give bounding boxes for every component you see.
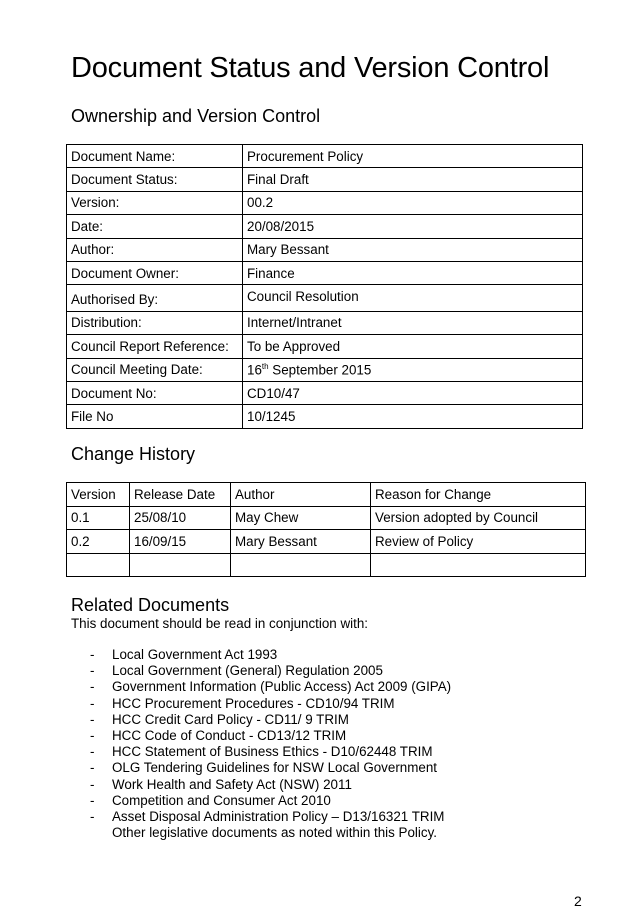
list-item-text: Local Government Act 1993 <box>112 647 278 662</box>
table-cell <box>130 553 231 577</box>
list-item-text: OLG Tendering Guidelines for NSW Local Government <box>112 760 438 776</box>
table-cell <box>371 553 586 577</box>
list-item-text: HCC Credit Card Policy - CD11/ 9 TRIM <box>112 711 349 727</box>
list-item-text: Work Health and Safety Act (NSW) 2011 <box>112 776 352 792</box>
table-cell <box>231 553 371 577</box>
row-label: Version: <box>67 191 243 214</box>
meeting-month-year: September 2015 <box>268 362 372 378</box>
list-item-text: Asset Disposal Administration Policy – D13/16321 TRIM <box>112 809 445 825</box>
column-header: Reason for Change <box>371 483 586 507</box>
list-item <box>71 647 451 663</box>
list-item-text: HCC Code of Conduct - CD13/12 TRIM <box>112 728 347 744</box>
bullet-dash: - <box>90 647 95 662</box>
list-item-text: HCC Statement of Business Ethics - D10/62448 TRIM <box>112 744 433 760</box>
table-cell <box>67 553 130 577</box>
list-item-text: Competition and Consumer Act 2010 <box>112 792 331 808</box>
table-row <box>67 238 583 261</box>
table-row <box>67 405 583 428</box>
row-value: Finance <box>243 261 583 284</box>
list-item-text: Local Government (General) Regulation 2005 <box>112 663 383 679</box>
meeting-day-suffix: th <box>261 361 269 371</box>
page-number: 2 <box>574 893 582 909</box>
bullet-dash: - <box>90 711 95 727</box>
list-item <box>71 712 451 728</box>
table-row <box>67 358 583 381</box>
row-label: Document Owner: <box>67 261 243 284</box>
table-cell: 16/09/15 <box>130 530 231 554</box>
row-value: Internet/Intranet <box>243 311 583 334</box>
related-documents-list <box>71 647 451 825</box>
row-value: 10/1245 <box>243 405 583 428</box>
bullet-dash: - <box>90 776 95 792</box>
list-item <box>71 809 451 825</box>
related-note: Other legislative documents as noted within this Policy. <box>112 825 438 840</box>
column-header: Release Date <box>130 483 231 507</box>
table-row <box>67 335 583 358</box>
related-documents-heading: Related Documents <box>71 595 230 615</box>
list-item-text: Government Information (Public Access) Act 2009 (GIPA) <box>112 679 452 695</box>
list-item <box>71 793 451 809</box>
table-cell: May Chew <box>231 506 371 530</box>
change-history-heading: Change History <box>71 444 196 464</box>
table-row <box>67 261 583 284</box>
table-cell: 0.2 <box>67 530 130 554</box>
ownership-table <box>66 144 583 429</box>
table-cell: Mary Bessant <box>231 530 371 554</box>
row-label: Author: <box>67 238 243 261</box>
table-cell: Review of Policy <box>371 530 586 554</box>
ownership-heading: Ownership and Version Control <box>71 106 321 126</box>
list-item <box>71 760 451 776</box>
row-value: Mary Bessant <box>243 238 583 261</box>
bullet-dash: - <box>90 744 95 760</box>
bullet-dash: - <box>90 695 95 711</box>
row-label: Document Status: <box>67 168 243 191</box>
row-label: Date: <box>67 215 243 238</box>
row-value: To be Approved <box>243 335 583 358</box>
bullet-dash: - <box>90 679 95 695</box>
table-row <box>67 381 583 404</box>
change-history-table <box>66 482 586 577</box>
list-item <box>71 663 451 679</box>
table-row <box>67 191 583 214</box>
row-value: Procurement Policy <box>243 145 583 168</box>
row-label: Authorised By: <box>67 285 243 311</box>
column-header: Version <box>67 483 130 507</box>
row-value: CD10/47 <box>243 381 583 404</box>
bullet-dash: - <box>90 760 95 776</box>
row-label: Distribution: <box>67 311 243 334</box>
list-item <box>71 679 451 695</box>
row-value: 00.2 <box>243 191 583 214</box>
table-row <box>67 168 583 191</box>
bullet-dash: - <box>90 663 95 679</box>
meeting-day: 16 <box>247 362 262 378</box>
table-row <box>67 145 583 168</box>
table-row <box>67 285 583 311</box>
row-value: 20/08/2015 <box>243 215 583 238</box>
row-label: File No <box>67 405 243 428</box>
column-header: Author <box>231 483 371 507</box>
page-title: Document Status and Version Control <box>71 52 550 84</box>
table-row <box>67 215 583 238</box>
table-row <box>67 311 583 334</box>
row-value <box>243 358 583 381</box>
list-item-text: HCC Procurement Procedures - CD10/94 TRIM <box>112 695 395 711</box>
row-label: Document No: <box>67 381 243 404</box>
table-row <box>67 506 586 530</box>
row-value: Council Resolution <box>243 285 583 311</box>
bullet-dash: - <box>90 728 95 744</box>
table-cell: 0.1 <box>67 506 130 530</box>
bullet-dash: - <box>90 809 95 825</box>
row-label: Document Name: <box>67 145 243 168</box>
table-header-row <box>67 483 586 507</box>
row-value: Final Draft <box>243 168 583 191</box>
bullet-dash: - <box>90 792 95 808</box>
table-cell: Version adopted by Council <box>371 506 586 530</box>
row-label: Council Meeting Date: <box>67 358 243 381</box>
related-intro: This document should be read in conjunction with: <box>71 616 369 631</box>
list-item <box>71 744 451 760</box>
list-item <box>71 728 451 744</box>
list-item <box>71 696 451 712</box>
table-cell: 25/08/10 <box>130 506 231 530</box>
row-label: Council Report Reference: <box>67 335 243 358</box>
list-item <box>71 777 451 793</box>
table-row <box>67 530 586 554</box>
table-row <box>67 553 586 577</box>
